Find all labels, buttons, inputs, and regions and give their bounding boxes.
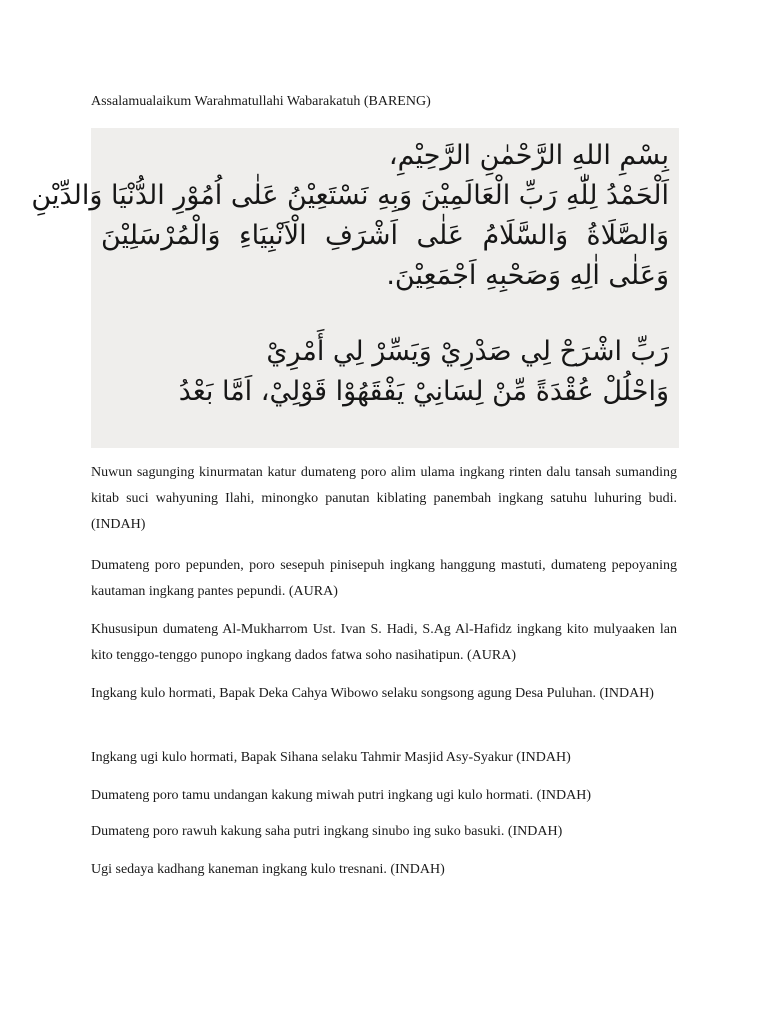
arabic-line-rabbi-syrah: رَبِّ اشْرَحْ لِي صَدْرِيْ وَيَسِّرْ لِي أَمْرِيْ <box>266 336 669 367</box>
arabic-prayer-image <box>31 128 679 448</box>
paragraph-pepunden: Dumateng poro pepunden, poro sesepuh pinisepuh ingkang hanggung mastuti, dumateng pepoyaning kautaman ingkang pantes pepundi. (AURA) <box>91 558 677 599</box>
paragraph-takmir: Ingkang ugi kulo hormati, Bapak Sihana selaku Tahmir Masjid Asy-Syakur (INDAH) <box>91 750 571 765</box>
paragraph-kadhang-kaneman: Ugi sedaya kadhang kaneman ingkang kulo tresnani. (INDAH) <box>91 862 445 877</box>
arabic-line-alihi: وَعَلٰى اٰلِهِ وَصَحْبِهِ اَجْمَعِيْنَ. <box>386 260 669 291</box>
paragraph-kepala-desa: Ingkang kulo hormati, Bapak Deka Cahya Wibowo selaku songsong agung Desa Puluhan. (INDAH) <box>91 686 654 701</box>
paragraph-tamu-undangan: Dumateng poro tamu undangan kakung miwah putri ingkang ugi kulo hormati. (INDAH) <box>91 788 592 803</box>
paragraph-rawuh: Dumateng poro rawuh kakung saha putri ingkang sinubo ing suko basuki. (INDAH) <box>91 824 563 839</box>
greeting-line: Assalamualaikum Warahmatullahi Wabarakatuh (BARENG) <box>91 94 431 109</box>
arabic-line-basmalah: بِسْمِ اللهِ الرَّحْمٰنِ الرَّحِيْمِ، <box>388 140 669 171</box>
paragraph-ustadz: Khususipun dumateng Al-Mukharrom Ust. Ivan S. Hadi, S.Ag Al-Hafidz ingkang kito mulyaaken lan kito tenggo-tenggo punopo ingkang dados fatwa soho nasihatipun. (AURA) <box>91 622 677 663</box>
arabic-line-wahlul: وَاحْلُلْ عُقْدَةً مِّنْ لِسَانِيْ يَفْقَهُوْا قَوْلِيْ، اَمَّا بَعْدُ <box>178 376 669 407</box>
arabic-line-hamdalah: اَلْحَمْدُ لِلّٰهِ رَبِّ الْعَالَمِيْنَ وَبِهِ نَسْتَعِيْنُ عَلٰى اُمُوْرِ الدُّنْيَا وَالدِّيْنِ <box>31 180 669 211</box>
paragraph-alim-ulama: Nuwun sagunging kinurmatan katur dumateng poro alim ulama ingkang rinten dalu tansah sumanding kitab suci wahyuning Ilahi, minongko panutan kiblating panembah ingkang satuhu luhuring budi. (INDAH) <box>91 465 677 532</box>
arabic-line-shalawat: وَالصَّلَاةُ وَالسَّلَامُ عَلٰى اَشْرَفِ الْاَنْبِيَاءِ وَالْمُرْسَلِيْنَ <box>101 220 669 251</box>
